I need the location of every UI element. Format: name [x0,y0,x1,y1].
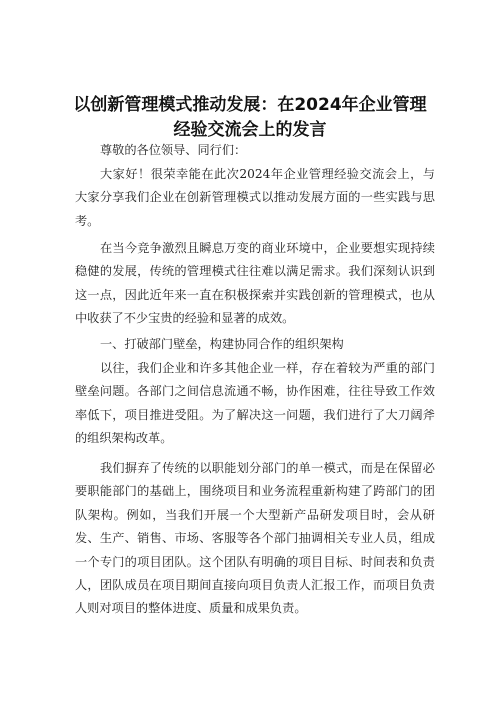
document-title-line-2: 经验交流会上的发言 [173,120,327,140]
greeting-paragraph: 大家好！很荣幸能在此次2024年企业管理经验交流会上，与大家分享我们企业在创新管理模式以推动发展方面的一些实践与思考。 [75,167,435,228]
section-1-solution-paragraph: 我们摒弃了传统的以职能划分部门的单一模式，而是在保留必要职能部门的基础上，围绕项目和业务流程重新构建了跨部门的团队架构。例如，当我们开展一个大型新产品研发项目时，会从研发、生产、销售、市场、客服等各个部门抽调相关专业人员，组成一个专门的项目团队。这个团队有明确的项目目标、时间表和负责人，团队成员在项目期间直接向项目负责人汇报工作，而项目负责人则对项目的整体进度、质量和成果负责。 [75,461,435,616]
section-1-heading: 一、打破部门壁垒，构建协同合作的组织架构 [100,337,344,351]
salutation: 尊敬的各位领导、同行们： [100,143,247,157]
document-title-line-1: 以创新管理模式推动发展：在2024年企业管理 [73,95,427,115]
context-paragraph: 在当今竞争激烈且瞬息万变的商业环境中，企业要想实现持续稳健的发展，传统的管理模式往往难以满足需求。我们深刻认识到这一点，因此近年来一直在积极探索并实践创新的管理模式，也从中收获了不少宝贵的经验和显著的成效。 [75,241,435,326]
section-1-problem-paragraph: 以往，我们企业和许多其他企业一样，存在着较为严重的部门壁垒问题。各部门之间信息流通不畅，协作困难，往往导致工作效率低下，项目推进受阻。为了解决这一问题，我们进行了大刀阔斧的组织架构改革。 [75,361,435,446]
